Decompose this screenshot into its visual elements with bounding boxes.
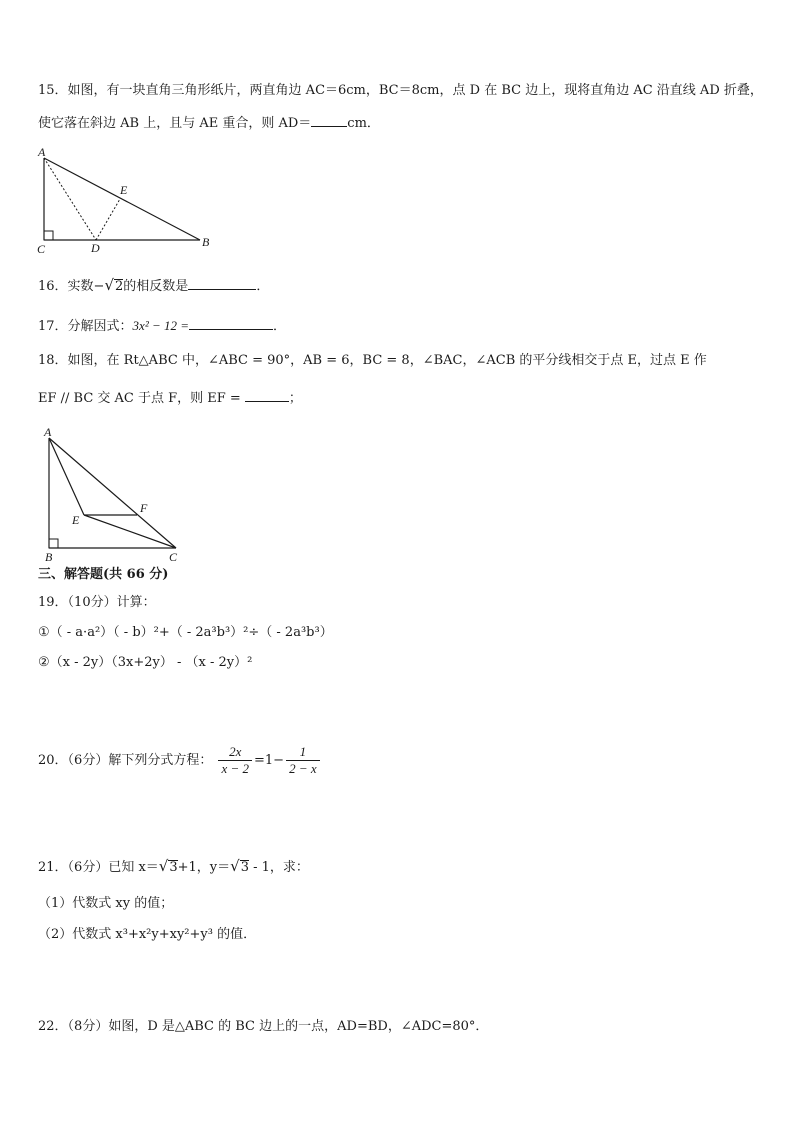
q15-label-c: C [37, 242, 46, 256]
q19-item2: ②（x - 2y）（3x+2y） - （x - 2y）² [38, 655, 253, 670]
q17-expression: 3x² − 12 = [132, 318, 190, 333]
q18-label-c: C [169, 550, 178, 564]
q21-line: 21．（6分）已知 x＝√3+1，y＝√3 - 1，求： [38, 857, 309, 875]
q15-label-e: E [120, 183, 128, 197]
q21-suffix: - 1，求： [248, 860, 309, 875]
q18-line2 [38, 389, 302, 408]
q18-label-a: A [44, 425, 52, 439]
q15-line2-text: 使它落在斜边 AB 上，且与 AE 重合，则 AD＝ [38, 116, 312, 131]
q16-end: ． [256, 279, 270, 294]
q21-root1: 3 [169, 860, 178, 875]
q15-label-a: A [38, 145, 46, 159]
q15-line2 [38, 114, 380, 133]
q18-label-b: B [45, 550, 53, 564]
q18-label-f: F [140, 501, 148, 515]
q17-line [38, 317, 286, 336]
q15-label-b: B [202, 235, 210, 249]
q18-label-e: E [72, 513, 80, 527]
q17-answer-blank [189, 317, 273, 330]
q20-num2: 1 [286, 744, 320, 761]
q15-line1: 15．如图，有一块直角三角形纸片，两直角边 AC＝6cm，BC＝8cm，点 D 在 BC 边上，现将直角边 AC 沿直线 AD 折叠， [38, 83, 763, 98]
q17-end: ． [273, 319, 287, 334]
q15-figure [30, 142, 220, 261]
q18-line1: 18．如图，在 Rt△ABC 中，∠ABC = 90°，AB = 6，BC = 8，∠BAC，∠ACB 的平分线相交于点 E，过点 E 作 [38, 353, 707, 368]
q15-label-d: D [91, 241, 100, 255]
q20-fraction-right [286, 744, 320, 777]
q19-title: 19．（10分）计算： [38, 595, 156, 610]
section-3-heading: 三、解答题(共 66 分) [38, 567, 169, 582]
q16-suffix: 的相反数是 [123, 279, 189, 294]
q22-line: 22．（8分）如图，D 是△ABC 的 BC 边上的一点，AD=BD，∠ADC=80°． [38, 1019, 489, 1034]
q16-line: 16．实数−√2的相反数是 ． [38, 276, 270, 294]
q16-answer-blank [188, 277, 256, 290]
q21-prefix: 21．（6分）已知 x＝ [38, 860, 159, 875]
q16-minus: − [93, 279, 105, 294]
q20-prefix: 20．（6分）解下列分式方程： [38, 753, 213, 768]
q15-unit: cm． [347, 116, 380, 131]
q21-sub2: （2）代数式 x³+x²y+xy²+y³ 的值． [38, 927, 257, 942]
q18-line2-text: EF // BC 交 AC 于点 F，则 EF = [38, 391, 241, 406]
q18-figure [38, 424, 188, 570]
q20-fraction-left [218, 744, 252, 777]
q21-mid: +1，y＝ [177, 860, 231, 875]
q20-den2: 2 − x [289, 761, 317, 776]
q20-mid: =1− [254, 753, 285, 768]
q18-end: ； [288, 391, 302, 406]
q16-radicand: 2 [115, 279, 124, 294]
q20-line [38, 744, 322, 777]
q20-den1: x − 2 [221, 761, 250, 776]
q18-answer-blank [245, 389, 289, 402]
q21-sub1: （1）代数式 xy 的值； [38, 896, 174, 911]
q15-answer-blank [311, 114, 347, 127]
q17-prefix: 17．分解因式： [38, 319, 133, 334]
q16-prefix: 16．实数 [38, 279, 94, 294]
q19-item1: ①（ - a·a²）（ - b）²+（ - 2a³b³）²÷（ - 2a³b³） [38, 625, 333, 640]
q20-num1: 2x [218, 744, 252, 761]
q15-triangle-diagram [30, 142, 220, 257]
q18-triangle-diagram [38, 424, 188, 566]
q21-root2: 3 [240, 860, 249, 875]
